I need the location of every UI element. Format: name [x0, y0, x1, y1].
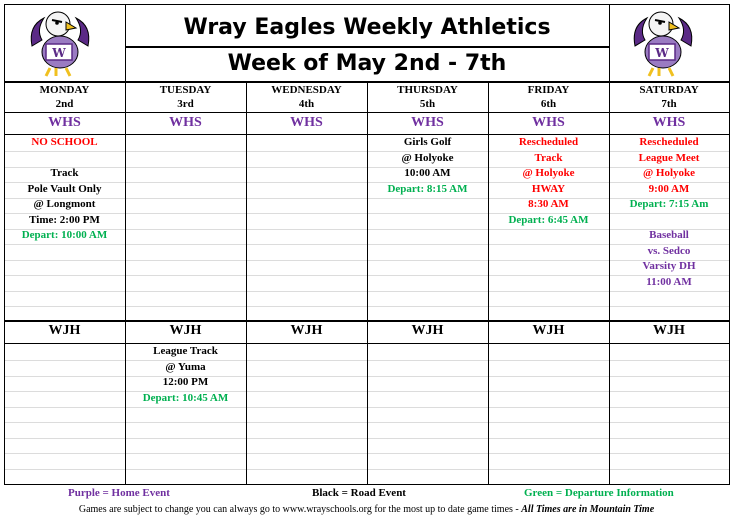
whs-event-line: Depart: 6:45 AM	[508, 213, 589, 226]
wjh-event-line: 12:00 PM	[162, 376, 209, 388]
legend-road	[312, 487, 406, 499]
whs-event-line: NO SCHOOL	[31, 136, 98, 148]
eagle-mascot-logo-right	[629, 6, 697, 78]
legend-road-text: Black = Road Event	[312, 487, 406, 499]
whs-event-line: HWAY	[531, 182, 566, 195]
title-right	[609, 4, 610, 81]
whs-event-line: League Meet	[638, 151, 700, 164]
whs-event-line: Girls Golf	[403, 136, 452, 148]
whs-event-line: Track	[50, 167, 79, 179]
day-name: SATURDAY	[639, 84, 699, 96]
whs-event-line: 11:00 AM	[646, 275, 692, 288]
whs-event-line: 10:00 AM	[404, 167, 451, 179]
eagle-icon	[26, 6, 94, 78]
svg-text:W: W	[655, 46, 669, 60]
disclaimer-note	[0, 504, 733, 515]
whs-event-line: 8:30 AM	[528, 198, 569, 210]
disclaimer-emphasis: All Times are in Mountain Time	[521, 504, 655, 515]
whs-event-line: Baseball	[649, 229, 689, 241]
page-subtitle: Week of May 2nd - 7th	[227, 51, 507, 76]
frame-top	[4, 4, 730, 5]
day-date: 6th	[540, 98, 557, 110]
frame-left	[4, 4, 5, 484]
whs-event-line: Depart: 7:15 Am	[629, 198, 709, 210]
whs-event-line: @ Holyoke	[522, 167, 575, 179]
day-date: 3rd	[177, 98, 194, 110]
whs-label: WHS	[532, 115, 565, 130]
whs-event-line: Rescheduled	[639, 136, 699, 148]
eagle-mascot-logo-left	[26, 6, 94, 78]
legend-home-text: Purple = Home Event	[68, 487, 170, 499]
legend-depart-text: Green = Departure Information	[524, 487, 674, 499]
wjh-label: WJH	[169, 323, 202, 338]
wjh-row-bottom	[4, 343, 730, 344]
whs-event-line: 9:00 AM	[648, 182, 690, 195]
whs-event-line: @ Longmont	[33, 198, 96, 210]
whs-event-line: vs. Sedco	[647, 244, 691, 257]
svg-text:W: W	[52, 46, 66, 60]
whs-event-line: @ Holyoke	[642, 167, 696, 179]
whs-label: WHS	[290, 115, 323, 130]
title-divider	[125, 46, 610, 48]
whs-label: WHS	[48, 115, 81, 130]
day-date: 7th	[661, 98, 677, 110]
whs-event-line: Track	[534, 151, 563, 164]
wjh-row-top	[4, 320, 730, 322]
column-divider	[125, 81, 126, 484]
day-name: THURSDAY	[397, 84, 458, 96]
whs-label: WHS	[411, 115, 444, 130]
wjh-label: WJH	[532, 323, 565, 338]
whs-label: WHS	[652, 115, 686, 130]
frame-right	[729, 4, 730, 484]
legend-depart	[524, 487, 674, 499]
date-row-bottom	[4, 112, 730, 113]
page-title: Wray Eagles Weekly Athletics	[183, 15, 551, 40]
day-name: WEDNESDAY	[271, 84, 342, 96]
whs-event-line: Depart: 10:00 AM	[21, 229, 108, 241]
eagle-icon	[629, 6, 697, 78]
day-date: 5th	[419, 98, 436, 110]
whs-event-line: @ Holyoke	[401, 151, 454, 164]
day-date: 2nd	[55, 98, 74, 110]
wjh-event-line: League Track	[153, 345, 218, 357]
column-divider	[246, 81, 247, 484]
whs-event-line: Depart: 8:15 AM	[387, 182, 468, 195]
wjh-event-line: Depart: 10:45 AM	[142, 391, 229, 404]
wjh-label: WJH	[48, 323, 81, 338]
whs-event-line: Pole Vault Only	[27, 182, 102, 195]
legend-top	[4, 484, 730, 485]
day-name: FRIDAY	[527, 84, 570, 96]
day-name: MONDAY	[39, 84, 90, 96]
day-name: TUESDAY	[159, 84, 212, 96]
wjh-label: WJH	[290, 323, 323, 338]
whs-event-line: Varsity DH	[642, 260, 696, 272]
whs-event-line: Rescheduled	[518, 136, 579, 148]
wjh-label: WJH	[653, 323, 685, 338]
whs-event-line: Time: 2:00 PM	[29, 213, 100, 226]
wjh-label: WJH	[411, 323, 444, 338]
disclaimer-text: Games are subject to change you can always go to www.wrayschools.org for the most up to date game times -	[78, 504, 522, 515]
wjh-event-line: @ Yuma	[165, 360, 206, 373]
day-date: 4th	[298, 98, 315, 110]
legend-home	[68, 487, 170, 499]
whs-label: WHS	[169, 115, 202, 130]
